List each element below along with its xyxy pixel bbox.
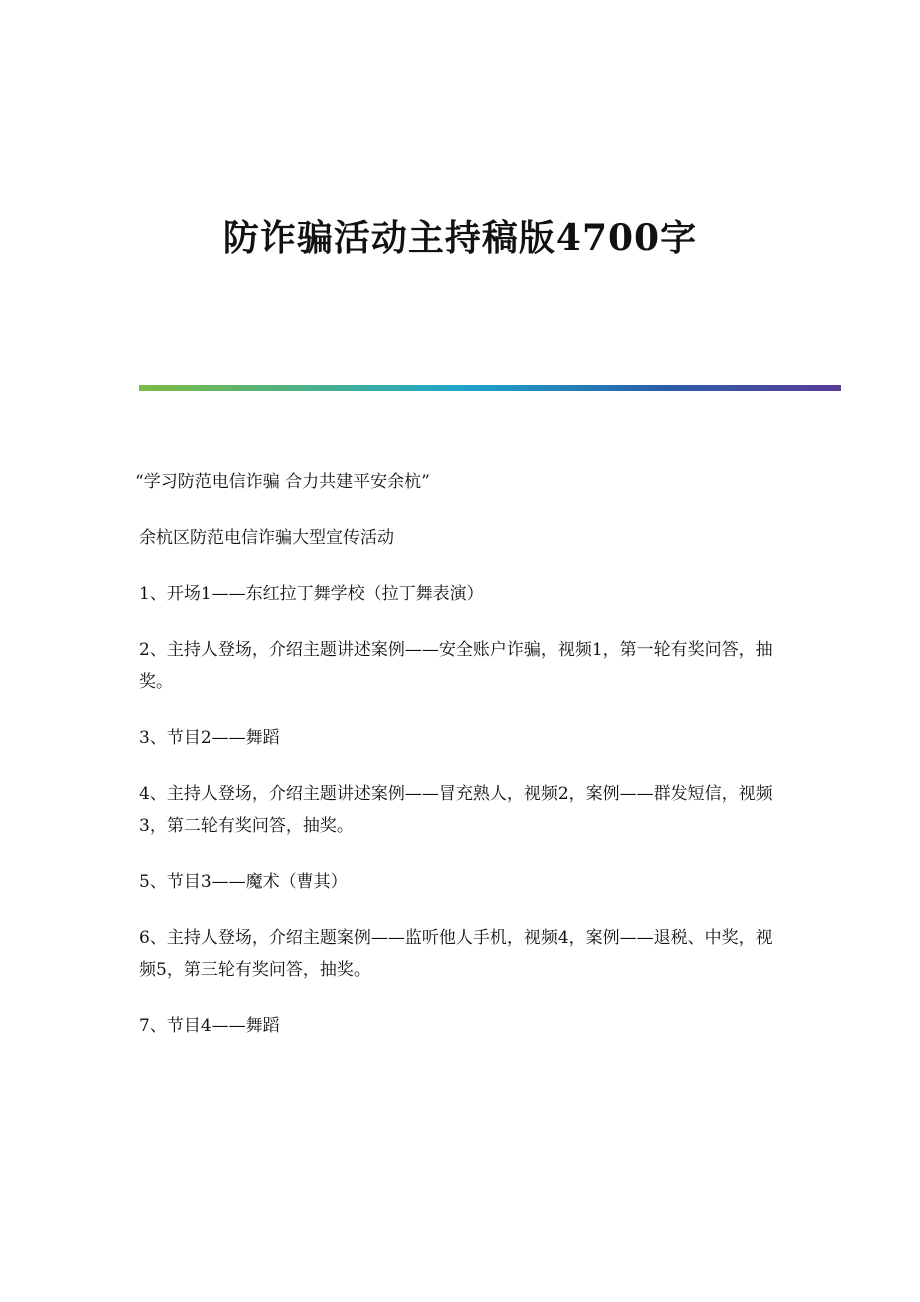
program-item-4: 4、主持人登场，介绍主题讲述案例——冒充熟人，视频2，案例——群发短信，视频3，第二轮有奖问答，抽奖。: [139, 784, 773, 836]
program-item-1: 1、开场1——东红拉丁舞学校（拉丁舞表演）: [139, 584, 484, 604]
program-item-2: 2、主持人登场，介绍主题讲述案例——安全账户诈骗，视频1，第一轮有奖问答，抽奖。: [139, 640, 773, 692]
program-item-3: 3、节目2——舞蹈: [139, 728, 280, 748]
title-divider: [139, 385, 841, 391]
program-item-7: 7、节目4——舞蹈: [139, 1016, 280, 1036]
document-title: 防诈骗活动主持稿版4700字: [222, 217, 698, 259]
document-body: [135, 466, 779, 1066]
slogan-paragraph: “学习防范电信诈骗 合力共建平安余杭”: [135, 472, 430, 492]
program-item-5: 5、节目3——魔术（曹其）: [139, 872, 348, 892]
event-name-paragraph: 余杭区防范电信诈骗大型宣传活动: [139, 528, 394, 548]
program-item-6: 6、主持人登场，介绍主题案例——监听他人手机，视频4，案例——退税、中奖，视频5，第三轮有奖问答，抽奖。: [139, 928, 773, 980]
